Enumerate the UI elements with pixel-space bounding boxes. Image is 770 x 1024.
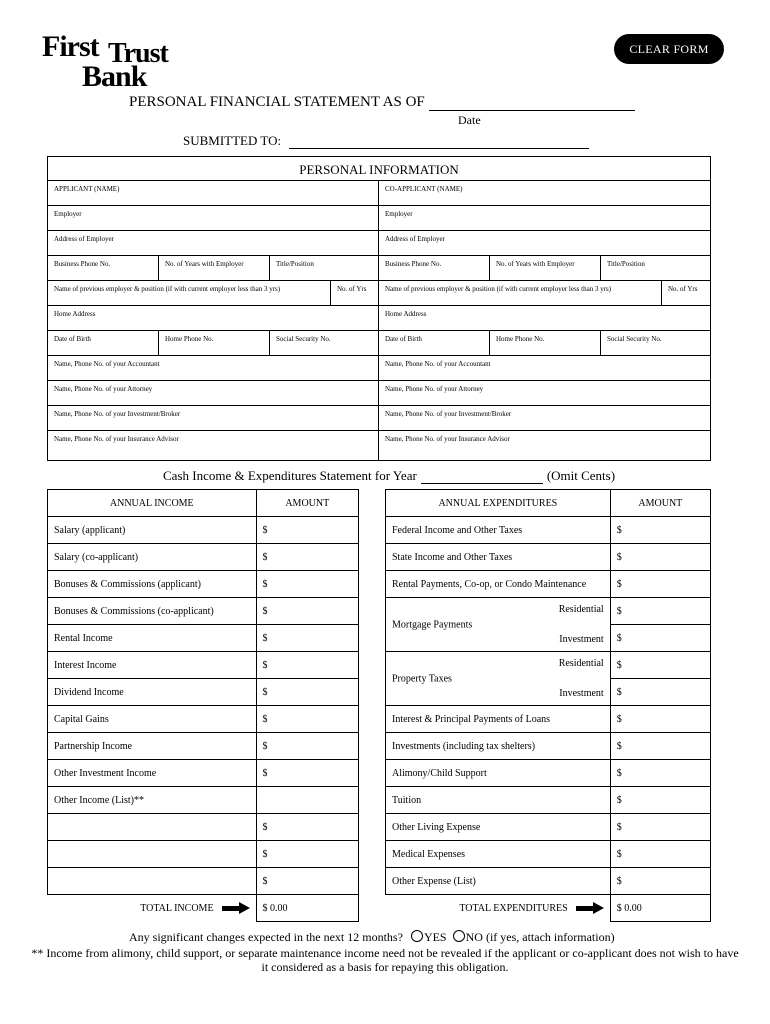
logo-trust: Trust (108, 38, 168, 69)
annual-expenditures-header: ANNUAL EXPENDITURES (386, 490, 611, 517)
co-applicant-broker-field[interactable]: Name, Phone No. of your Investment/Broker (385, 410, 512, 418)
federal-taxes-label: Federal Income and Other Taxes (386, 517, 611, 544)
income-amount[interactable]: $ (256, 868, 358, 895)
applicant-title-field[interactable]: Title/Position (269, 256, 379, 281)
applicant-prev-years-field[interactable]: No. of Yrs (330, 281, 379, 306)
income-label: Other Income (List)** (48, 787, 257, 814)
income-row (48, 841, 359, 868)
medical-label: Medical Expenses (386, 841, 611, 868)
applicant-years-employer-field[interactable]: No. of Years with Employer (158, 256, 269, 281)
co-applicant-home-address-field[interactable]: Home Address (385, 310, 427, 318)
income-row (48, 571, 359, 598)
submitted-to-line (183, 133, 589, 149)
mortgage-payments-label: Mortgage Payments (392, 619, 473, 630)
no-label: NO (if yes, attach information) (465, 930, 615, 944)
income-amount[interactable] (256, 787, 358, 814)
statement-date-field[interactable] (429, 97, 635, 111)
co-applicant-name-field[interactable]: CO-APPLICANT (NAME) (385, 185, 463, 193)
applicant-insurance-field[interactable]: Name, Phone No. of your Insurance Advisor (54, 435, 179, 443)
co-applicant-years-employer-field[interactable]: No. of Years with Employer (489, 256, 600, 281)
other-living-amount[interactable]: $ (610, 814, 710, 841)
income-amount[interactable]: $ (256, 679, 358, 706)
mortgage-investment-amount[interactable]: $ (610, 625, 710, 652)
income-label: Partnership Income (48, 733, 257, 760)
income-amount-header: AMOUNT (256, 490, 358, 517)
alimony-amount[interactable]: $ (610, 760, 710, 787)
income-amount[interactable]: $ (256, 706, 358, 733)
co-applicant-employer-field[interactable]: Employer (385, 210, 413, 218)
applicant-dob-field[interactable]: Date of Birth (54, 335, 91, 343)
rental-payments-amount[interactable]: $ (610, 571, 710, 598)
yes-label: YES (423, 930, 447, 944)
income-label: Salary (applicant) (48, 517, 257, 544)
income-amount[interactable]: $ (256, 517, 358, 544)
applicant-previous-employer-field[interactable]: Name of previous employer & position (if with current employer less than 3 yrs) (54, 285, 281, 293)
income-label: Capital Gains (48, 706, 257, 733)
mortgage-payments-cell (386, 598, 611, 652)
no-radio[interactable] (453, 930, 465, 942)
co-applicant-accountant-field[interactable]: Name, Phone No. of your Accountant (385, 360, 491, 368)
co-applicant-column (379, 181, 710, 456)
income-row (48, 517, 359, 544)
co-applicant-business-phone-field[interactable]: Business Phone No. (385, 260, 442, 268)
income-label: Dividend Income (48, 679, 257, 706)
income-row (48, 679, 359, 706)
co-applicant-insurance-field[interactable]: Name, Phone No. of your Insurance Advisor (385, 435, 510, 443)
clear-form-button[interactable]: CLEAR FORM (614, 34, 724, 64)
income-amount[interactable]: $ (256, 598, 358, 625)
income-label[interactable] (48, 868, 257, 895)
income-row (48, 598, 359, 625)
total-expenditures-label-cell (386, 895, 611, 922)
income-amount[interactable]: $ (256, 733, 358, 760)
personal-information-section (47, 156, 711, 461)
investments-amount[interactable]: $ (610, 733, 710, 760)
tuition-amount[interactable]: $ (610, 787, 710, 814)
income-row (48, 868, 359, 895)
logo-first: First (42, 30, 99, 63)
medical-amount[interactable]: $ (610, 841, 710, 868)
interest-principal-amount[interactable]: $ (610, 706, 710, 733)
cash-title-prefix: Cash Income & Expenditures Statement for Year (163, 468, 417, 483)
income-row (48, 625, 359, 652)
logo-bank: Bank (82, 60, 147, 93)
mortgage-investment-label: Investment (559, 634, 604, 645)
co-applicant-ssn-field[interactable]: Social Security No. (600, 331, 710, 356)
property-taxes-label: Property Taxes (392, 673, 452, 684)
page-title (129, 94, 635, 111)
expenditures-amount-header: AMOUNT (610, 490, 710, 517)
total-income-label-cell (48, 895, 257, 922)
changes-question: Any significant changes expected in the next 12 months? (129, 930, 403, 944)
applicant-broker-field[interactable]: Name, Phone No. of your Investment/Broker (54, 410, 181, 418)
rental-payments-label: Rental Payments, Co-op, or Condo Maintenance (386, 571, 611, 598)
first-trust-bank-logo (42, 30, 172, 92)
cash-statement-title (163, 468, 615, 484)
statement-year-field[interactable] (421, 473, 543, 484)
mortgage-residential-label: Residential (558, 604, 604, 615)
income-amount[interactable]: $ (256, 652, 358, 679)
co-applicant-previous-employer-field[interactable]: Name of previous employer & position (if with current employer less than 3 yrs) (385, 285, 612, 293)
income-label: Bonuses & Commissions (applicant) (48, 571, 257, 598)
co-applicant-prev-years-field[interactable]: No. of Yrs (661, 281, 710, 306)
income-label: Interest Income (48, 652, 257, 679)
applicant-employer-address-field[interactable]: Address of Employer (54, 235, 114, 243)
other-expense-label: Other Expense (List) (386, 868, 611, 895)
income-label: Other Investment Income (48, 760, 257, 787)
property-taxes-cell (386, 652, 611, 706)
interest-principal-label: Interest & Principal Payments of Loans (386, 706, 611, 733)
investments-label: Investments (including tax shelters) (386, 733, 611, 760)
income-amount[interactable]: $ (256, 544, 358, 571)
submitted-to-field[interactable] (289, 137, 589, 149)
applicant-employer-field[interactable]: Employer (54, 210, 82, 218)
applicant-business-phone-field[interactable]: Business Phone No. (54, 260, 111, 268)
co-applicant-home-phone-field[interactable]: Home Phone No. (489, 331, 600, 356)
income-label: Bonuses & Commissions (co-applicant) (48, 598, 257, 625)
total-expenditures-label: TOTAL EXPENDITURES (459, 902, 568, 914)
annual-income-table (47, 489, 359, 922)
property-investment-amount[interactable]: $ (610, 679, 710, 706)
income-label[interactable] (48, 841, 257, 868)
total-income-value[interactable]: $ 0.00 (256, 895, 358, 922)
alimony-footnote: ** Income from alimony, child support, or separate maintenance income need not be revealed if the applicant or co-applicant does not wish to have it considered as a basis for repaying this obligation. (31, 946, 739, 974)
applicant-home-address-field[interactable]: Home Address (54, 310, 96, 318)
submitted-to-label: SUBMITTED TO: (183, 133, 282, 148)
right-arrow-icon (576, 903, 604, 913)
federal-taxes-amount[interactable]: $ (610, 517, 710, 544)
income-row (48, 544, 359, 571)
yes-radio[interactable] (411, 930, 423, 942)
state-taxes-label: State Income and Other Taxes (386, 544, 611, 571)
applicant-attorney-field[interactable]: Name, Phone No. of your Attorney (54, 385, 153, 393)
date-label: Date (458, 113, 481, 127)
applicant-ssn-field[interactable]: Social Security No. (269, 331, 379, 356)
property-investment-label: Investment (559, 688, 604, 699)
property-residential-label: Residential (558, 658, 604, 669)
state-taxes-amount[interactable]: $ (610, 544, 710, 571)
title-text: PERSONAL FINANCIAL STATEMENT AS OF (129, 94, 425, 110)
income-label: Salary (co-applicant) (48, 544, 257, 571)
other-expense-amount[interactable]: $ (610, 868, 710, 895)
income-row (48, 787, 359, 814)
income-label: Rental Income (48, 625, 257, 652)
applicant-column (48, 181, 379, 460)
tuition-label: Tuition (386, 787, 611, 814)
annual-expenditures-table (385, 489, 711, 922)
total-income-row (48, 895, 359, 922)
applicant-name-field[interactable]: APPLICANT (NAME) (54, 185, 120, 193)
right-arrow-icon (222, 903, 250, 913)
changes-question-line (129, 930, 615, 945)
income-row (48, 814, 359, 841)
alimony-label: Alimony/Child Support (386, 760, 611, 787)
co-applicant-employer-address-field[interactable]: Address of Employer (385, 235, 445, 243)
total-income-label: TOTAL INCOME (140, 902, 214, 914)
annual-income-header: ANNUAL INCOME (48, 490, 257, 517)
total-expenditures-value[interactable]: $ 0.00 (610, 895, 710, 922)
income-row (48, 706, 359, 733)
personal-information-header: PERSONAL INFORMATION (48, 157, 710, 181)
mortgage-residential-amount[interactable]: $ (610, 598, 710, 625)
income-amount[interactable]: $ (256, 814, 358, 841)
co-applicant-title-field[interactable]: Title/Position (600, 256, 710, 281)
property-residential-amount[interactable]: $ (610, 652, 710, 679)
income-label[interactable] (48, 814, 257, 841)
cash-title-suffix: (Omit Cents) (546, 468, 616, 483)
applicant-accountant-field[interactable]: Name, Phone No. of your Accountant (54, 360, 160, 368)
income-row (48, 652, 359, 679)
income-amount[interactable]: $ (256, 760, 358, 787)
income-row (48, 733, 359, 760)
income-amount[interactable]: $ (256, 625, 358, 652)
income-amount[interactable]: $ (256, 571, 358, 598)
co-applicant-dob-field[interactable]: Date of Birth (385, 335, 422, 343)
other-living-label: Other Living Expense (386, 814, 611, 841)
co-applicant-attorney-field[interactable]: Name, Phone No. of your Attorney (385, 385, 484, 393)
applicant-home-phone-field[interactable]: Home Phone No. (158, 331, 269, 356)
income-row (48, 760, 359, 787)
income-amount[interactable]: $ (256, 841, 358, 868)
